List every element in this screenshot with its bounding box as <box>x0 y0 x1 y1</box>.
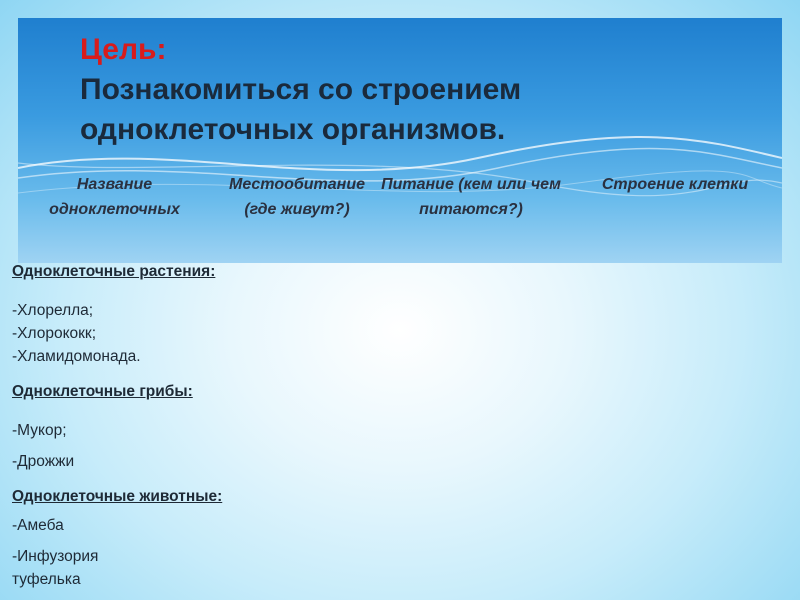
list-item: -Хлорококк; <box>12 325 97 342</box>
table-header-structure: Строение клетки <box>601 176 749 193</box>
list-item: -Хламидомонада. <box>12 348 141 365</box>
section-title-plants: Одноклеточные растения: <box>12 263 216 280</box>
list-item: -Инфузория туфелька <box>12 548 99 588</box>
list-item: -Амеба <box>12 517 64 534</box>
slide-title <box>80 30 740 150</box>
table-header-habitat: Местообитание (где живут?) <box>228 176 366 218</box>
section-title-animals: Одноклеточные животные: <box>12 488 223 505</box>
list-item: -Хлорелла; <box>12 302 94 319</box>
organism-list <box>12 256 572 591</box>
list-item: -Дрожжи <box>12 453 75 470</box>
table-header-nutrition: Питание (кем или чем питаются?) <box>381 176 561 218</box>
list-item: -Мукор; <box>12 422 67 439</box>
goal-label: Цель: <box>80 33 167 66</box>
section-title-fungi: Одноклеточные грибы: <box>12 383 193 400</box>
goal-text: Познакомиться со строением одноклеточных организмов. <box>80 73 522 146</box>
table-header-name: Название одноклеточных <box>49 176 180 218</box>
